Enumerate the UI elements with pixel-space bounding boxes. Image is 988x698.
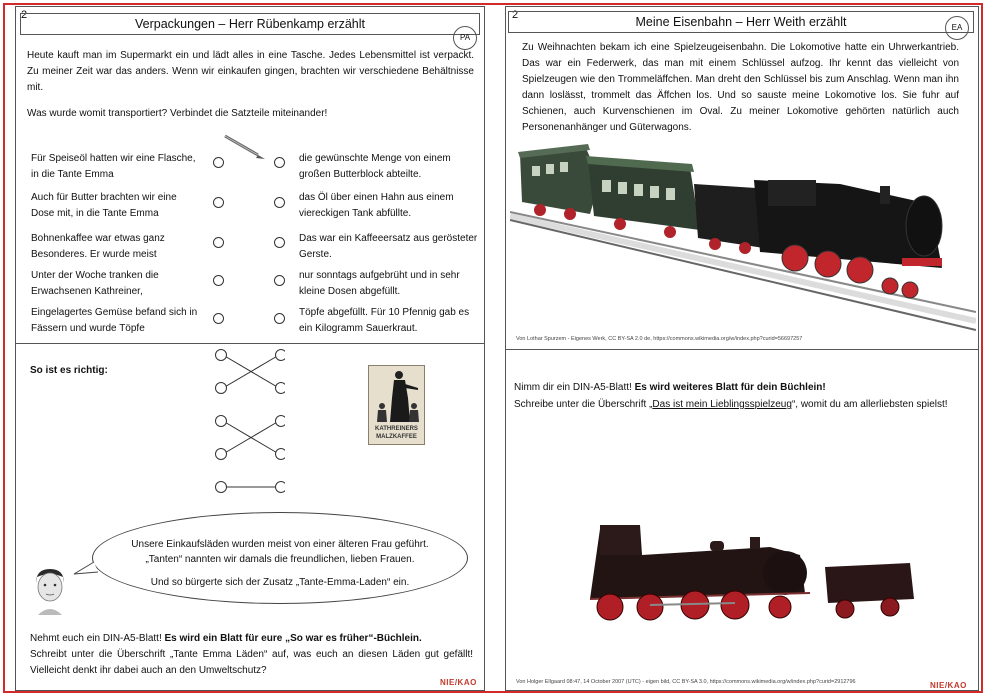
left-badge-pa: PA <box>453 26 477 50</box>
poster-title-line2: MALZKAFFEE <box>376 434 417 440</box>
left-footer-task-b: Es wird ein Blatt für eure „So war es früher“-Büchlein. <box>164 633 422 644</box>
match-right-circle-2[interactable] <box>274 197 285 208</box>
bubble-line-3: Und so bürgerte sich der Zusatz „Tante-Emma-Laden“ ein. <box>150 577 410 588</box>
right-badge-ea: EA <box>945 16 969 40</box>
left-footer-instruction: Schreibt unter die Überschrift „Tante Emma Läden“ auf, was euch an diesen Läden gut gefällt! Vielleicht denkt ihr dabei auch an den Umweltschutz? <box>30 649 473 676</box>
match-left-item-2: Auch für Butter brachten wir eine Dose mit, in die Tante Emma <box>31 192 177 219</box>
right-page-number: 2 <box>512 9 519 21</box>
right-task-heading: Das ist mein Lieblingsspielzeug <box>652 399 792 410</box>
match-left-circle-3[interactable] <box>213 237 224 248</box>
right-task-line-1 <box>514 380 960 396</box>
match-right-item-2: das Öl über einen Hahn aus einem viereckigen Tank abfüllte. <box>299 192 454 219</box>
right-task-e: “, womit du am allerliebsten spielst! <box>791 399 948 410</box>
match-right-item-1: die gewünschte Menge von einem großen Butterblock abteilte. <box>299 153 451 180</box>
match-left-item-4: Unter der Woche tranken die Erwachsenen Kathreiner, <box>31 270 159 297</box>
left-footer-task-a: Nehmt euch ein DIN-A5-Blatt! <box>30 633 165 644</box>
match-left-circle-2[interactable] <box>213 197 224 208</box>
right-logo: NIE/KAO <box>930 681 967 690</box>
match-right-circle-3[interactable] <box>274 237 285 248</box>
speech-bubble-tail <box>72 560 102 580</box>
match-left-circle-1[interactable] <box>213 157 224 168</box>
match-right-circle-5[interactable] <box>274 313 285 324</box>
match-left-circle-5[interactable] <box>213 313 224 324</box>
left-footer-task <box>30 631 473 647</box>
poster-figure-illustration <box>372 368 422 424</box>
photo-credit-1: Von Lothar Spurzem - Eigenes Werk, CC BY-SA 2.0 de, https://commons.wikimedia.org/w/index.php?curid=56697257 <box>516 336 803 342</box>
solution-diagram <box>205 345 285 495</box>
right-title: Meine Eisenbahn – Herr Weith erzählt <box>508 11 974 33</box>
left-page-number: 2 <box>21 9 28 21</box>
left-title: Verpackungen – Herr Rübenkamp erzählt <box>20 13 480 35</box>
right-task-line-2 <box>514 397 960 413</box>
solution-label: So ist es richtig: <box>30 365 108 376</box>
match-right-item-3: Das war ein Kaffeeersatz aus gerösteter Gerste. <box>299 233 478 260</box>
match-right-circle-1[interactable] <box>274 157 285 168</box>
match-right-item-5: Töpfe abgefüllt. Für 10 Pfennig gab es ein Kilogramm Sauerkraut. <box>299 307 470 334</box>
right-task-c: Schreibe unter die Überschrift „ <box>514 399 653 410</box>
match-right-item-4: nur sonntags aufgebrüht und in sehr kleine Dosen abgefüllt. <box>299 270 460 297</box>
match-left-circle-4[interactable] <box>213 275 224 286</box>
toy-train-photo <box>510 140 976 335</box>
right-task-a: Nimm dir ein DIN-A5-Blatt! <box>514 382 635 393</box>
kathreiner-poster <box>368 365 425 445</box>
bubble-line-1: Unsere Einkaufsläden wurden meist von einer älteren Frau geführt. <box>131 539 429 550</box>
photo-credit-2: Von Holger Ellgaard 08:47, 14 October 2007 (UTC) - eigen bild, CC BY-SA 3.0, https://commons.wikimedia.org/w/index.php?curid=2912796 <box>516 679 856 685</box>
locomotive-photo <box>570 515 920 625</box>
poster-title-line1: KATHREINERS <box>375 426 418 432</box>
pen-illustration <box>222 133 266 161</box>
boy-portrait <box>30 565 70 617</box>
right-task-b: Es wird weiteres Blatt für dein Büchlein! <box>634 382 826 393</box>
left-question: Was wurde womit transportiert? Verbindet die Satzteile miteinander! <box>27 108 328 119</box>
match-right-circle-4[interactable] <box>274 275 285 286</box>
right-story-text: Zu Weihnachten bekam ich eine Spielzeugeisenbahn. Die Lokomotive hatte ein Uhrwerkantrieb. Das war ein Federwerk, das man mit einem Schlüssel aufzog. Ihr kennt das vielleicht von Spielzeugen wie den Trommeläffchen. Man dreht den Schlüssel bis zum Anschlag. Wenn man ihn dann loslässt, trommelt das Äffchen los. Und so sauste meine Lokomotive los. Sie fuhr auf Schienen, auch Kurvenschienen im Oval. Zu meiner Lokomotive gehörten natürlich auch Personenanhänger und Güterwagons. <box>522 42 959 133</box>
left-logo: NIE/KAO <box>440 678 477 687</box>
bubble-line-2: „Tanten“ nannten wir damals die freundlichen, lieben Frauen. <box>145 554 415 565</box>
match-left-item-5: Eingelagertes Gemüse befand sich in Fässern und wurde Töpfe <box>31 307 198 334</box>
match-left-item-1: Für Speiseöl hatten wir eine Flasche, in die Tante Emma <box>31 153 196 180</box>
match-left-item-3: Bohnenkaffee war etwas ganz Besonderes. Er wurde meist <box>31 233 165 260</box>
left-intro: Heute kauft man im Supermarkt ein und lädt alles in eine Tasche. Jedes Lebensmittel ist verpackt. Zu meiner Zeit war das anders. Wenn wir einkaufen gingen, brachten wir verschiedene Behältnisse mit. <box>27 50 474 93</box>
